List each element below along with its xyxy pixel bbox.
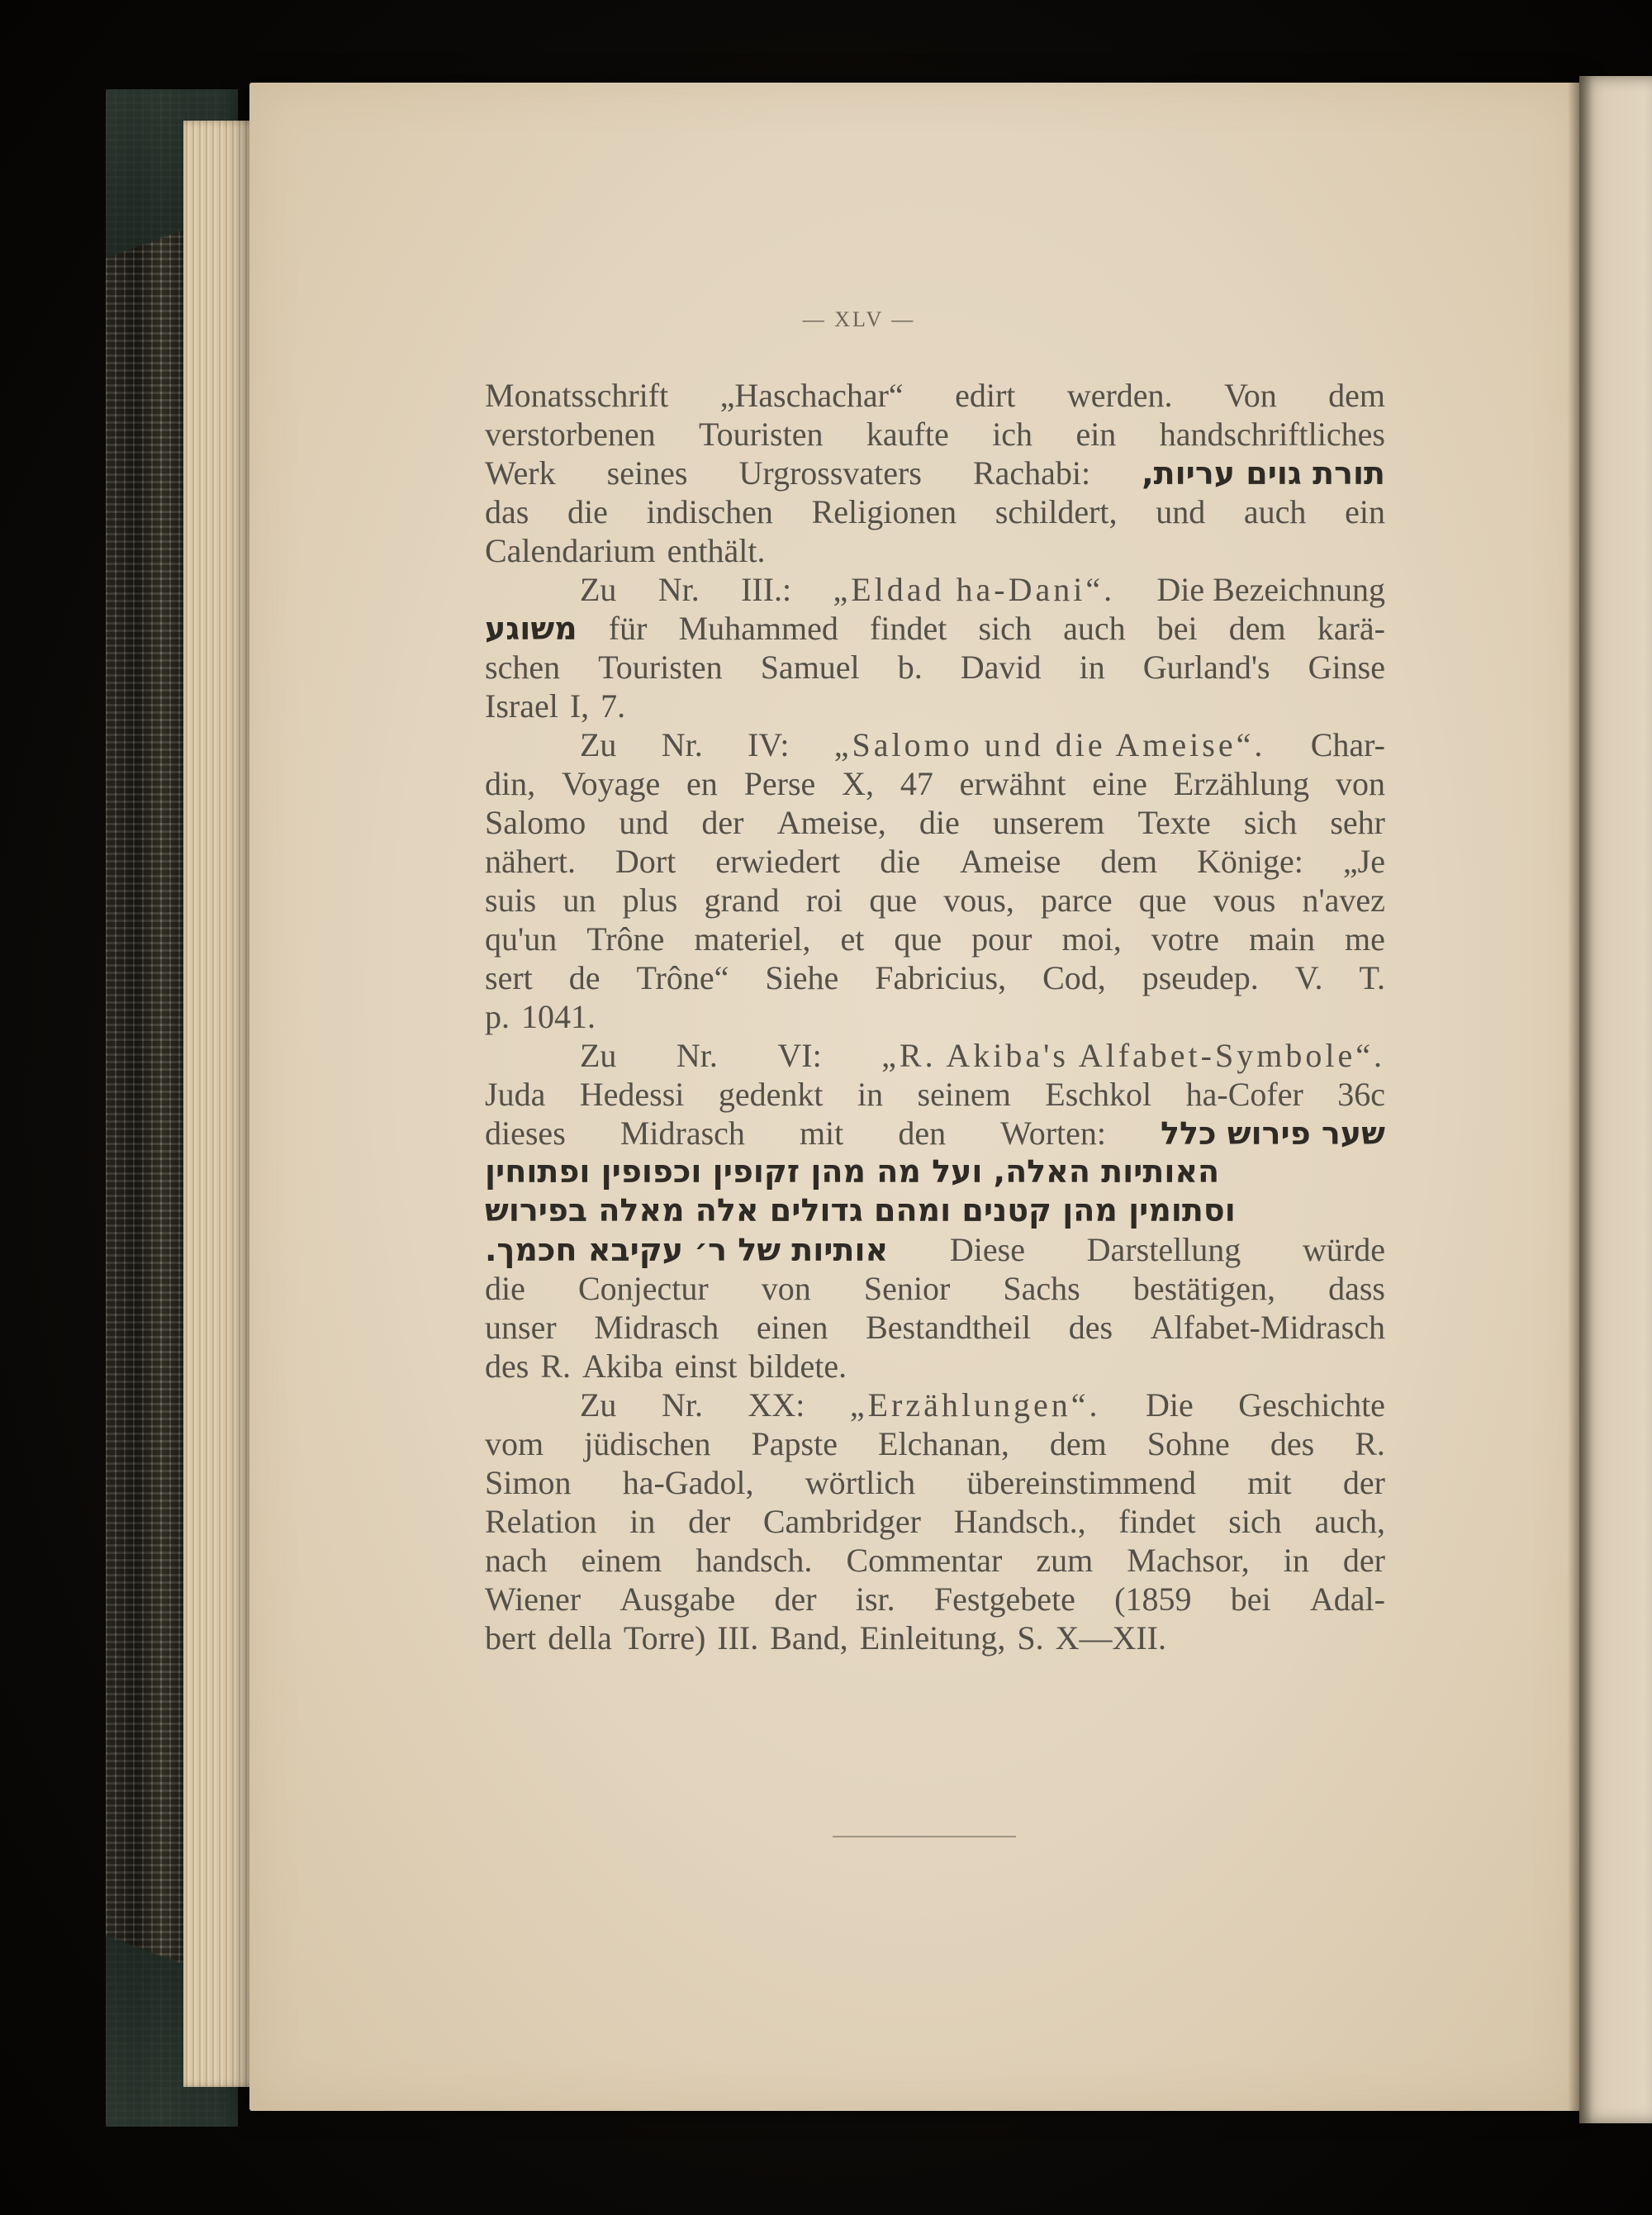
word: „R. Akiba's Alfabet-Symbole“.: [881, 1037, 1385, 1074]
word: V.: [1294, 959, 1323, 996]
word: suis: [485, 882, 537, 919]
word: (1859: [1114, 1580, 1192, 1618]
word: und: [1156, 493, 1206, 530]
word: ha-Gadol,: [622, 1464, 754, 1501]
text-line: [485, 1541, 1385, 1580]
word: eine: [1092, 765, 1147, 802]
text-line: [485, 1580, 1385, 1618]
word: Sachs: [1003, 1270, 1080, 1307]
word: un: [563, 882, 596, 919]
word: die: [880, 843, 921, 880]
word: „Salomo und die Ameise“.: [833, 726, 1266, 763]
word: mit: [799, 1115, 844, 1152]
word: 1041.: [521, 998, 596, 1035]
word: sehr: [1330, 804, 1385, 841]
word: der: [688, 1503, 731, 1540]
word: einem: [581, 1542, 662, 1579]
word: Die Bezeichnung: [1156, 571, 1385, 608]
word: nach: [485, 1542, 548, 1579]
word: Elchanan,: [878, 1425, 1009, 1462]
word: Papste: [751, 1425, 838, 1462]
hebrew-phrase: וסתומין מהן קטנים ומהם גדולים אלה מאלה בפירוש: [485, 1192, 1236, 1229]
word: die: [567, 493, 608, 530]
word: Nr.: [661, 726, 703, 763]
word: Religionen: [811, 493, 957, 530]
word: bildete.: [748, 1348, 847, 1385]
word: mit: [1247, 1464, 1292, 1501]
word: et: [840, 920, 865, 958]
word: Machsor,: [1127, 1542, 1250, 1579]
word: auch: [1063, 610, 1126, 647]
word: werden.: [1066, 377, 1173, 414]
word: Muhammed: [678, 610, 838, 647]
word: dass: [1328, 1270, 1385, 1307]
word: Worten:: [1000, 1115, 1106, 1152]
word: die: [485, 1270, 525, 1307]
word: dem: [1328, 377, 1385, 414]
word: della: [548, 1619, 612, 1656]
word: Zu: [580, 726, 617, 763]
word: X,: [842, 765, 874, 802]
word: Rachabi:: [972, 454, 1091, 492]
word: Sohne: [1146, 1425, 1230, 1462]
word: der: [1342, 1464, 1385, 1501]
word: Akiba: [582, 1348, 663, 1385]
word: dem: [1049, 1425, 1107, 1462]
word: Conjectur: [577, 1270, 709, 1307]
text-line: [485, 920, 1385, 958]
word: in: [1079, 649, 1105, 686]
word: erwiedert: [715, 843, 841, 880]
word: Hedessi: [579, 1076, 685, 1113]
word: gedenkt: [718, 1076, 824, 1113]
word: Geschichte: [1238, 1386, 1385, 1424]
word: III.: [717, 1619, 759, 1656]
text-line: [485, 1618, 1385, 1657]
word: dem: [1100, 843, 1158, 880]
word: me: [1345, 920, 1385, 958]
word: des: [485, 1348, 529, 1385]
word: Eschkol: [1045, 1076, 1152, 1113]
word: indischen: [646, 493, 773, 530]
word: Voyage: [561, 765, 661, 802]
word: 36c: [1337, 1076, 1385, 1113]
word: der: [1342, 1542, 1385, 1579]
word: auch,: [1314, 1503, 1385, 1540]
word: que: [894, 920, 942, 958]
word: votre: [1151, 920, 1219, 958]
word: enthält.: [667, 532, 766, 569]
word: handsch.: [695, 1542, 813, 1579]
word: Darstellung: [1086, 1231, 1241, 1268]
word: ein: [1345, 493, 1385, 530]
word: en: [686, 765, 718, 802]
text-line: [485, 958, 1385, 997]
word: 7.: [601, 687, 626, 725]
word: Ausgabe: [620, 1580, 736, 1618]
word: Salomo: [485, 804, 586, 841]
word: in: [629, 1503, 656, 1540]
word: vom: [485, 1425, 544, 1462]
word: Midrasch: [594, 1309, 719, 1346]
word: von: [761, 1270, 811, 1307]
word: ha-Cofer: [1185, 1076, 1303, 1113]
word: findet: [1118, 1503, 1196, 1540]
word: R.: [540, 1348, 572, 1385]
text-line: [485, 842, 1385, 881]
word: pseudep.: [1142, 959, 1259, 996]
word: erwähnt: [959, 765, 1066, 802]
word: einen: [756, 1309, 828, 1346]
word: Char-: [1310, 726, 1385, 763]
word: que: [869, 882, 918, 919]
word: ein: [1075, 416, 1117, 453]
word: I,: [569, 687, 590, 725]
word: n'avez: [1302, 882, 1385, 919]
hebrew-phrase: האותיות האלה, ועל מה מהן זקופין וכפופין ופתוחין: [485, 1153, 1220, 1190]
word: seinem: [917, 1076, 1011, 1113]
word: in: [857, 1076, 884, 1113]
word: von: [1335, 765, 1385, 802]
word: Midrasch: [620, 1115, 745, 1152]
text-line: [485, 1114, 1385, 1153]
word: nähert.: [485, 843, 576, 880]
word: Band,: [770, 1619, 848, 1656]
text-line: [485, 1075, 1385, 1114]
hebrew-phrase: תורת גוים עריות,: [1142, 455, 1385, 492]
word: Adal-: [1309, 1580, 1385, 1618]
word: das: [485, 493, 529, 530]
word: jüdischen: [584, 1425, 711, 1462]
word: XX:: [748, 1386, 805, 1424]
text-line: [485, 1269, 1385, 1308]
word: IV:: [748, 726, 790, 763]
text-line: [485, 725, 1385, 764]
word: T.: [1359, 959, 1385, 996]
text-line: [485, 492, 1385, 531]
text-line: [485, 687, 1385, 725]
word: Erzählung: [1173, 765, 1310, 802]
text-line: [485, 1191, 1385, 1230]
word: Werk: [485, 454, 556, 492]
text-line: [485, 764, 1385, 803]
word: wörtlich: [805, 1464, 916, 1501]
hebrew-phrase: אותיות של ר׳ עקיבא חכמך.: [485, 1232, 889, 1268]
word: que: [1138, 882, 1187, 919]
word: Calendarium: [485, 532, 656, 569]
word: bestätigen,: [1132, 1270, 1276, 1307]
word: Urgrossvaters: [738, 454, 922, 492]
word: Perse: [743, 765, 816, 802]
word: würde: [1303, 1231, 1385, 1268]
word: Relation: [485, 1503, 597, 1540]
word: dieses: [485, 1115, 566, 1152]
word: din,: [485, 765, 536, 802]
word: Cod,: [1042, 959, 1106, 996]
word: zum: [1036, 1542, 1094, 1579]
body-text: [485, 376, 1385, 1657]
word: Cambridger: [762, 1503, 921, 1540]
word: Gurland's: [1142, 649, 1270, 686]
word: moi,: [1061, 920, 1122, 958]
word: Zu: [580, 1037, 617, 1074]
word: seines: [606, 454, 688, 492]
word: der: [774, 1580, 817, 1618]
text-line: [485, 803, 1385, 842]
word: bei: [1230, 1580, 1271, 1618]
word: kaufte: [866, 416, 949, 453]
text-line: [485, 1036, 1385, 1075]
word: Diese: [949, 1231, 1025, 1268]
word: Nr.: [661, 1386, 703, 1424]
word: karä-: [1317, 610, 1385, 647]
word: Nr.: [676, 1037, 718, 1074]
text-line: [485, 609, 1385, 648]
word: Nr.: [657, 571, 700, 608]
word: bert: [485, 1619, 537, 1656]
word: „Haschachar“: [719, 377, 904, 414]
word: Trône“: [636, 959, 729, 996]
word: Commentar: [846, 1542, 1003, 1579]
word: X—XII.: [1055, 1619, 1166, 1656]
text-line: [485, 531, 1385, 570]
word: Israel: [485, 687, 558, 725]
word: plus: [622, 882, 678, 919]
word: vous,: [943, 882, 1014, 919]
text-line: [485, 570, 1385, 609]
word: qu'un: [485, 920, 558, 958]
word: schildert,: [995, 493, 1118, 530]
word: Wiener: [485, 1580, 582, 1618]
text-line: [485, 454, 1385, 492]
word: übereinstimmend: [966, 1464, 1197, 1501]
word: „Erzählungen“.: [849, 1386, 1101, 1424]
text-line: [485, 1424, 1385, 1463]
word: Touristen: [698, 416, 824, 453]
facing-page-edge: [1579, 76, 1652, 2123]
word: unserem: [992, 804, 1105, 841]
word: S.: [1017, 1619, 1044, 1656]
word: und: [619, 804, 669, 841]
word: sich: [978, 610, 1032, 647]
text-line: [485, 1502, 1385, 1541]
word: materiel,: [694, 920, 811, 958]
word: Die: [1145, 1386, 1194, 1424]
text-line: [485, 1308, 1385, 1347]
word: Monatsschrift: [485, 377, 669, 414]
page-stack-edge: [183, 121, 258, 2087]
word: Könige:: [1197, 843, 1303, 880]
word: Torre): [623, 1619, 706, 1656]
word: Fabricius,: [875, 959, 1007, 996]
text-line: [485, 648, 1385, 687]
text-line: [485, 1153, 1385, 1191]
word: Festgebete: [933, 1580, 1075, 1618]
word: Samuel: [760, 649, 860, 686]
word: des: [1270, 1425, 1315, 1462]
word: einst: [674, 1348, 738, 1385]
word: 47: [900, 765, 933, 802]
word: findet: [870, 610, 947, 647]
word: edirt: [955, 377, 1016, 414]
word: III.:: [741, 571, 792, 608]
word: David: [960, 649, 1042, 686]
word: de: [568, 959, 601, 996]
word: in: [1283, 1542, 1309, 1579]
word: auch: [1243, 493, 1307, 530]
word: Trône: [586, 920, 665, 958]
word: Juda: [485, 1076, 546, 1113]
word: Texte: [1137, 804, 1211, 841]
word: Ginse: [1308, 649, 1385, 686]
word: bei: [1156, 610, 1198, 647]
word: Senior: [863, 1270, 951, 1307]
text-line: [485, 1463, 1385, 1502]
word: Touristen: [598, 649, 723, 686]
word: parce: [1041, 882, 1113, 919]
word: Simon: [485, 1464, 572, 1501]
word: Von: [1223, 377, 1277, 414]
word: „Je: [1342, 843, 1385, 880]
word: main: [1249, 920, 1315, 958]
text-line: [485, 1347, 1385, 1386]
word: Ameise: [960, 843, 1061, 880]
text-line: [485, 1386, 1385, 1424]
word: ich: [992, 416, 1033, 453]
word: schen: [485, 649, 561, 686]
text-line: [485, 1230, 1385, 1269]
text-line: [485, 415, 1385, 454]
page-number: — XLV —: [802, 307, 916, 331]
word: die: [919, 804, 960, 841]
word: grand: [704, 882, 780, 919]
word: p.: [485, 998, 510, 1035]
word: sich: [1243, 804, 1298, 841]
word: Handsch.,: [953, 1503, 1086, 1540]
word: Zu: [580, 1386, 617, 1424]
hebrew-phrase: שער פירוש כלל: [1161, 1115, 1385, 1152]
word: sert: [485, 959, 533, 996]
word: sich: [1228, 1503, 1282, 1540]
word: dem: [1228, 610, 1286, 647]
word: verstorbenen: [485, 416, 656, 453]
word: isr.: [855, 1580, 895, 1618]
word: Dort: [615, 843, 676, 880]
word: „Eldad ha-Dani“.: [833, 571, 1116, 608]
word: für: [608, 610, 648, 647]
end-rule: [833, 1836, 1016, 1837]
word: Bestandtheil: [866, 1309, 1032, 1346]
word: unser: [485, 1309, 557, 1346]
word: pour: [971, 920, 1032, 958]
word: b.: [897, 649, 923, 686]
hebrew-phrase: משוגע: [485, 611, 577, 647]
text-line: [485, 881, 1385, 920]
word: roi: [805, 882, 843, 919]
word: Alfabet-Midrasch: [1150, 1309, 1385, 1346]
word: Einleitung,: [859, 1619, 1006, 1656]
word: handschriftliches: [1159, 416, 1385, 453]
word: den: [898, 1115, 947, 1152]
word: vous: [1213, 882, 1276, 919]
text-line: [485, 376, 1385, 415]
word: Siehe: [765, 959, 839, 996]
word: des: [1068, 1309, 1113, 1346]
word: Zu: [580, 571, 617, 608]
text-line: [485, 997, 1385, 1036]
word: R.: [1355, 1425, 1385, 1462]
word: der: [701, 804, 744, 841]
word: Ameise,: [776, 804, 886, 841]
word: VI:: [777, 1037, 822, 1074]
